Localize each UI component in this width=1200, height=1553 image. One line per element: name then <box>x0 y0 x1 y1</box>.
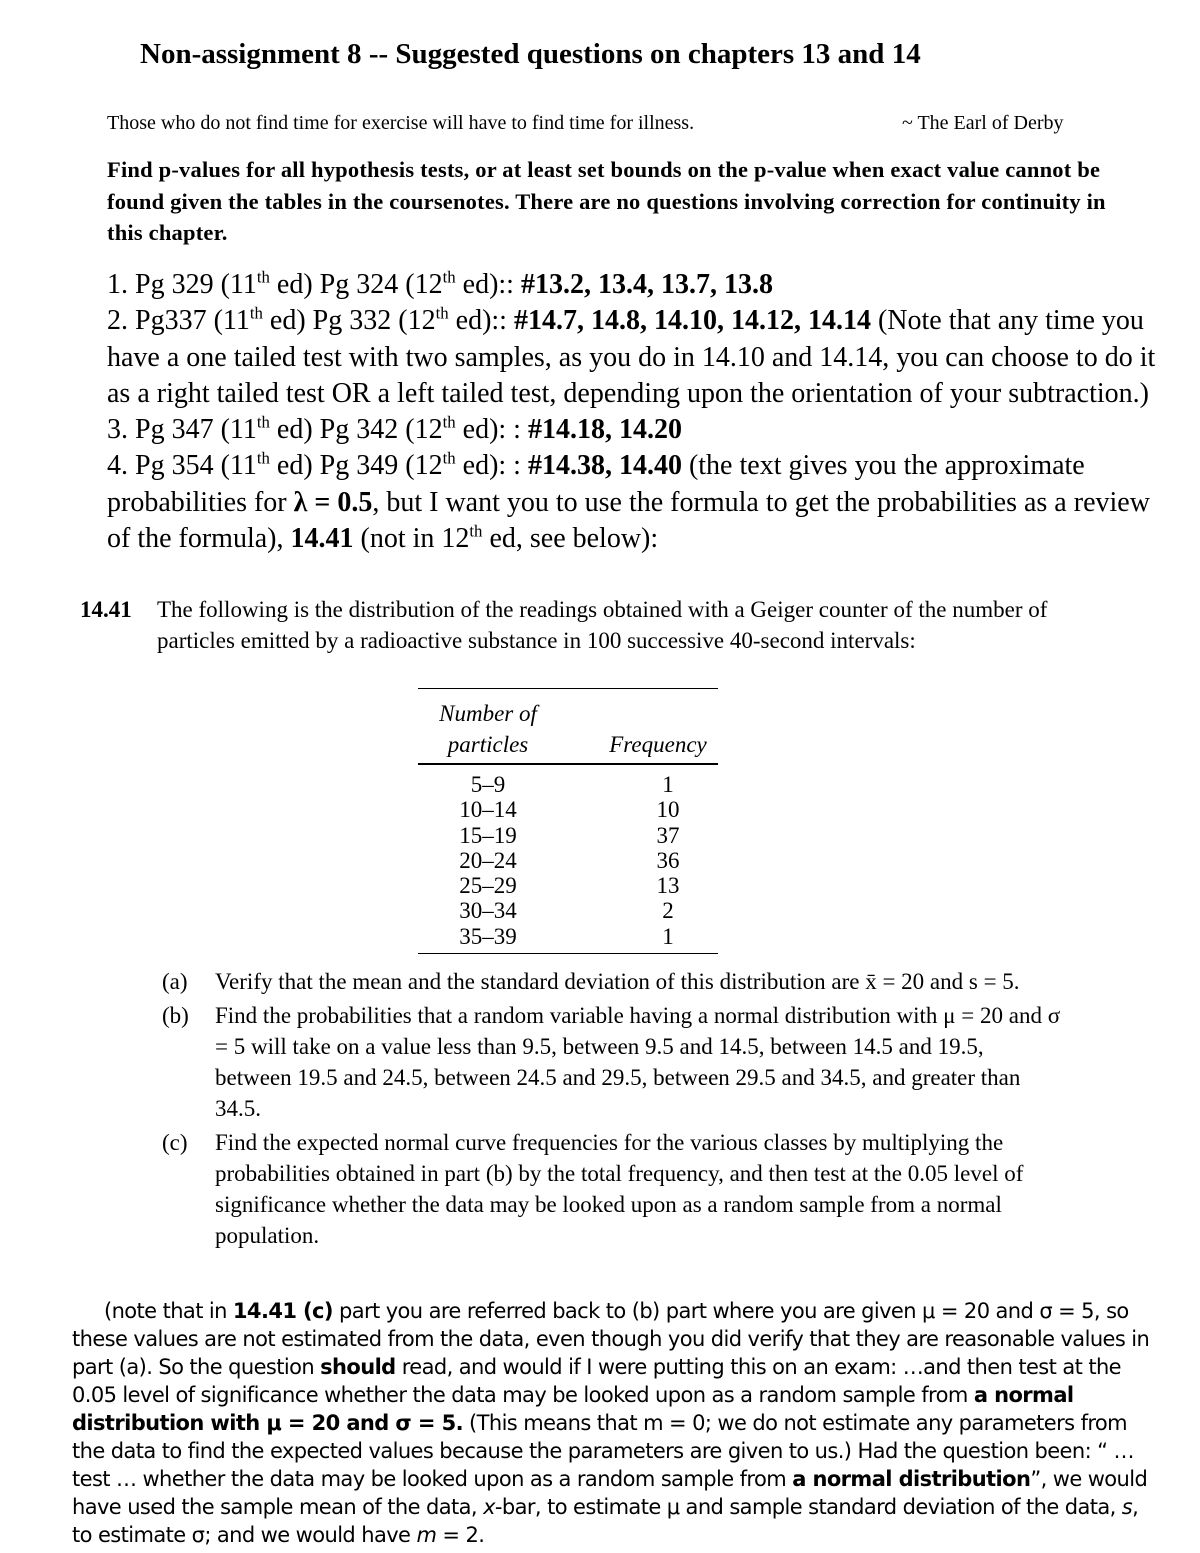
problem-stem: The following is the distribution of the readings obtained with a Geiger counter of the number of particles emitted by a radioactive substance in 100 successive 40-second intervals: <box>157 597 1048 653</box>
table-top-rule <box>418 688 718 689</box>
frequency-cell: 37 <box>656 822 680 848</box>
frequency-cell: 1 <box>662 772 674 797</box>
class-cell: 25–29 <box>459 873 517 899</box>
frequency-cell: 2 <box>662 898 674 924</box>
class-cell: 35–39 <box>459 923 517 949</box>
question-2: 2. Pg337 (11th ed) Pg 332 (12th ed):: #14.7, 14.8, 14.10, 14.12, 14.14 (Note that any time you have a one tailed test with two samples, as you do in 14.10 and 14.14, you can choose to do it as a right tailed test OR a left tailed test, depending upon the orientation of your subtraction.) <box>107 303 1156 409</box>
question-4: 4. Pg 354 (11th ed) Pg 349 (12th ed): : #14.38, 14.40 (the text gives you the approximate probabilities for λ = 0.5, but I want you to use the formula to get the probabilities as a review of the formula), 14.41 (not in 12th ed, see below): <box>107 449 1150 555</box>
class-cell: 20–24 <box>459 847 517 873</box>
question-3: 3. Pg 347 (11th ed) Pg 342 (12th ed): : #14.18, 14.20 <box>107 412 682 446</box>
frequency-cell: 13 <box>656 873 680 899</box>
part-b: (b) Find the probabilities that a random variable having a normal distribution with μ = 20 and σ = 5 will take on a value less than 9.5, between 9.5 and 14.5, between 14.5 and 19.5, between 19.5 and 24.5, between 24.5 and 29.5, between 29.5 and 34.5, and greater than 34.5. <box>162 1003 1061 1121</box>
epigraph <box>107 112 1107 135</box>
page-title <box>140 38 1140 71</box>
frequency-cell: 10 <box>656 797 680 823</box>
class-column <box>418 772 558 949</box>
problem-parts <box>162 966 1062 1254</box>
table-bottom-rule <box>418 953 718 954</box>
quote-author: ~ The Earl of Derby <box>902 112 1064 134</box>
instructions: Find p-values for all hypothesis tests, or at least set bounds on the p-value when exact value cannot be found given the tables in the coursenotes. There are no questions involving correction for continuity in this chapter. <box>107 157 1106 245</box>
part-a: (a) Verify that the mean and the standard deviation of this distribution are x̄ = 20 and s = 5. <box>162 969 1020 994</box>
frequency-column <box>618 772 718 949</box>
question-list <box>107 267 1172 557</box>
header-number-of-particles: Number of particles <box>439 701 537 757</box>
class-cell: 5–9 <box>470 772 506 797</box>
title-bold: Non-assignment 8 <box>140 38 362 70</box>
class-cell: 30–34 <box>459 898 517 924</box>
class-cell: 15–19 <box>459 822 517 848</box>
problem-number: 14.41 <box>80 597 132 622</box>
quote-text: Those who do not find time for exercise will have to find time for illness. <box>107 112 695 134</box>
question-1: 1. Pg 329 (11th ed) Pg 324 (12th ed):: #13.2, 13.4, 13.7, 13.8 <box>107 267 773 300</box>
title-rest: -- Suggested questions on chapters 13 and 14 <box>361 38 921 70</box>
header-frequency: Frequency <box>609 732 707 757</box>
part-c: (c) Find the expected normal curve frequencies for the various classes by multiplying the probabilities obtained in part (b) by the total frequency, and then test at the 0.05 level of significance whether the data may be looked upon as a random sample from a normal population. <box>162 1130 1024 1248</box>
frequency-cell: 36 <box>656 847 680 873</box>
table-header-rule <box>418 763 718 765</box>
closing-note: (note that in 14.41 (c) part you are referred back to (b) part where you are given μ = 20 and σ = 5, so these values are not estimated from the data, even though you did verify that they are reasonable values in part (a). So the question should read, and would if I were putting this on an exam: …and then test at the 0.05 level of significance whether the data may be looked upon as a random sample from a normal distribution with μ = 20 and σ = 5. (This means that m = 0; we do not estimate any parameters from the data to find the expected values because the parameters are given to us.) Had the question been: “ … test … whether the data may be looked upon as a random sample from a normal distribution”, we would have used the sample mean of the data, x-bar, to estimate μ and sample standard deviation of the data, s, to estimate σ; and we would have m = 2. <box>72 1299 1150 1547</box>
frequency-cell: 1 <box>662 923 674 949</box>
class-cell: 10–14 <box>459 797 517 823</box>
